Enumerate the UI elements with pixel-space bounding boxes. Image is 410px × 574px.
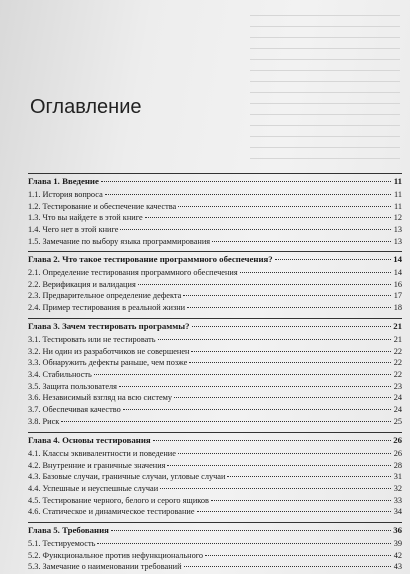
section-title: 1.1. История вопроса (28, 190, 103, 199)
chapter-title: Глава 1. Введение (28, 176, 99, 186)
toc-entry (28, 416, 402, 428)
toc-entry (28, 302, 402, 314)
page-number: 21 (393, 335, 402, 344)
section-title: 5.1. Тестируемость (28, 539, 96, 548)
page-number: 24 (393, 393, 402, 403)
toc-entry (28, 334, 402, 346)
toc-entry (28, 538, 402, 550)
page-number: 13 (393, 236, 402, 246)
toc-entry (28, 201, 402, 213)
page-number: 31 (393, 472, 402, 482)
section-title: 1.2. Тестирование и обеспечение качества (28, 201, 177, 211)
section-title: 3.3. Обнаружить дефекты раньше, чем позже (28, 358, 188, 368)
chapter-heading (28, 524, 402, 537)
page-number: 34 (393, 507, 402, 517)
page-number: 24 (393, 405, 402, 415)
section-title: 2.2. Верификация и валидация (28, 279, 136, 289)
page-number: 14 (393, 254, 402, 264)
page-number: 33 (393, 495, 402, 505)
toc-entry (28, 404, 402, 416)
chapter-2 (28, 253, 402, 314)
page-number: 26 (393, 435, 402, 445)
page-number: 22 (393, 370, 402, 380)
section-title: 4.5. Тестирование черного, белого и серого ящиков (28, 495, 209, 505)
toc-entry (28, 495, 402, 507)
toc-entry (28, 392, 402, 404)
section-title: 4.2. Внутренние и граничные значения (28, 460, 166, 470)
section-title: 3.7. Обеспечивая качество (28, 405, 121, 415)
toc-entry (28, 381, 402, 393)
toc-entry (28, 224, 402, 236)
page-number: 36 (393, 525, 402, 535)
page-number: 42 (393, 550, 402, 560)
section-title: 3.1. Тестировать или не тестировать (28, 335, 156, 344)
toc-entry (28, 357, 402, 369)
page-number: 26 (393, 449, 402, 458)
page-number: 11 (393, 176, 402, 186)
page-number: 16 (393, 279, 402, 289)
page-number: 11 (394, 190, 402, 199)
page-number: 25 (393, 416, 402, 426)
section-title: 3.6. Независимый взгляд на всю систему (28, 393, 173, 403)
section-title: 3.5. Защита пользователя (28, 381, 117, 391)
toc-entry (28, 369, 402, 381)
chapter-3 (28, 320, 402, 428)
divider (28, 522, 402, 523)
section-title: 3.8. Риск (28, 416, 60, 426)
page-number: 18 (393, 303, 402, 313)
section-title: 3.2. Ни один из разработчиков не совершенен (28, 346, 190, 356)
section-title: 2.3. Предварительное определение дефекта (28, 291, 182, 301)
toc-entry (28, 267, 402, 279)
toc-entry (28, 346, 402, 358)
chapter-heading (28, 175, 402, 188)
section-title: 1.4. Чего нет в этой книге (28, 225, 119, 235)
page-number: 14 (393, 268, 402, 277)
chapter-title: Глава 2. Что такое тестирование программного обеспечения? (28, 254, 273, 264)
page-number: 23 (393, 381, 402, 391)
page-number: 43 (393, 562, 402, 572)
page-number: 13 (393, 225, 402, 235)
chapter-title: Глава 5. Требования (28, 525, 109, 535)
toc-entry (28, 506, 402, 518)
toc-entry (28, 460, 402, 472)
toc-entry (28, 290, 402, 302)
chapter-4 (28, 434, 402, 518)
toc-entry (28, 236, 402, 248)
toc-entry (28, 561, 402, 573)
page-title: Оглавление (30, 96, 142, 118)
chapter-heading (28, 253, 402, 266)
chapter-title: Глава 4. Основы тестирования (28, 435, 151, 445)
page-number: 12 (393, 213, 402, 223)
page-number: 11 (394, 201, 402, 211)
page-number: 28 (393, 460, 402, 470)
chapter-heading (28, 434, 402, 447)
chapter-5 (28, 524, 402, 573)
divider (28, 251, 402, 252)
toc-entry (28, 550, 402, 562)
section-title: 4.3. Базовые случаи, граничные случаи, угловые случаи (28, 472, 226, 482)
chapter-heading (28, 320, 402, 333)
toc-entry (28, 189, 402, 201)
page-number: 22 (393, 358, 402, 368)
divider (28, 318, 402, 319)
section-title: 4.1. Классы эквивалентности и поведение (28, 449, 176, 458)
section-title: 3.4. Стабильность (28, 370, 92, 380)
section-title: 5.2. Функциональное против нефункционального (28, 550, 204, 560)
toc-entry (28, 448, 402, 460)
section-title: 5.3. Замечание о наименовании требований (28, 562, 182, 572)
page-number: 22 (393, 346, 402, 356)
chapter-1 (28, 175, 402, 247)
toc-entry (28, 471, 402, 483)
page-number: 39 (393, 539, 402, 548)
toc-entry (28, 279, 402, 291)
section-title: 2.1. Определение тестирования программного обеспечения (28, 268, 238, 277)
page-number: 17 (393, 291, 402, 301)
divider (28, 432, 402, 433)
page-number: 21 (393, 321, 402, 331)
section-title: 1.5. Замечание по выбору языка программирования (28, 236, 211, 246)
section-title: 2.4. Пример тестирования в реальной жизни (28, 303, 186, 313)
page-number: 32 (393, 484, 402, 494)
section-title: 4.4. Успешные и неуспешные случаи (28, 484, 159, 494)
section-title: 1.3. Что вы найдете в этой книге (28, 213, 143, 223)
chapter-title: Глава 3. Зачем тестировать программы? (28, 321, 190, 331)
section-title: 4.6. Статическое и динамическое тестирование (28, 507, 195, 517)
toc-entry (28, 483, 402, 495)
divider (28, 173, 402, 174)
toc-entry (28, 212, 402, 224)
bleed-through-text (250, 8, 400, 162)
